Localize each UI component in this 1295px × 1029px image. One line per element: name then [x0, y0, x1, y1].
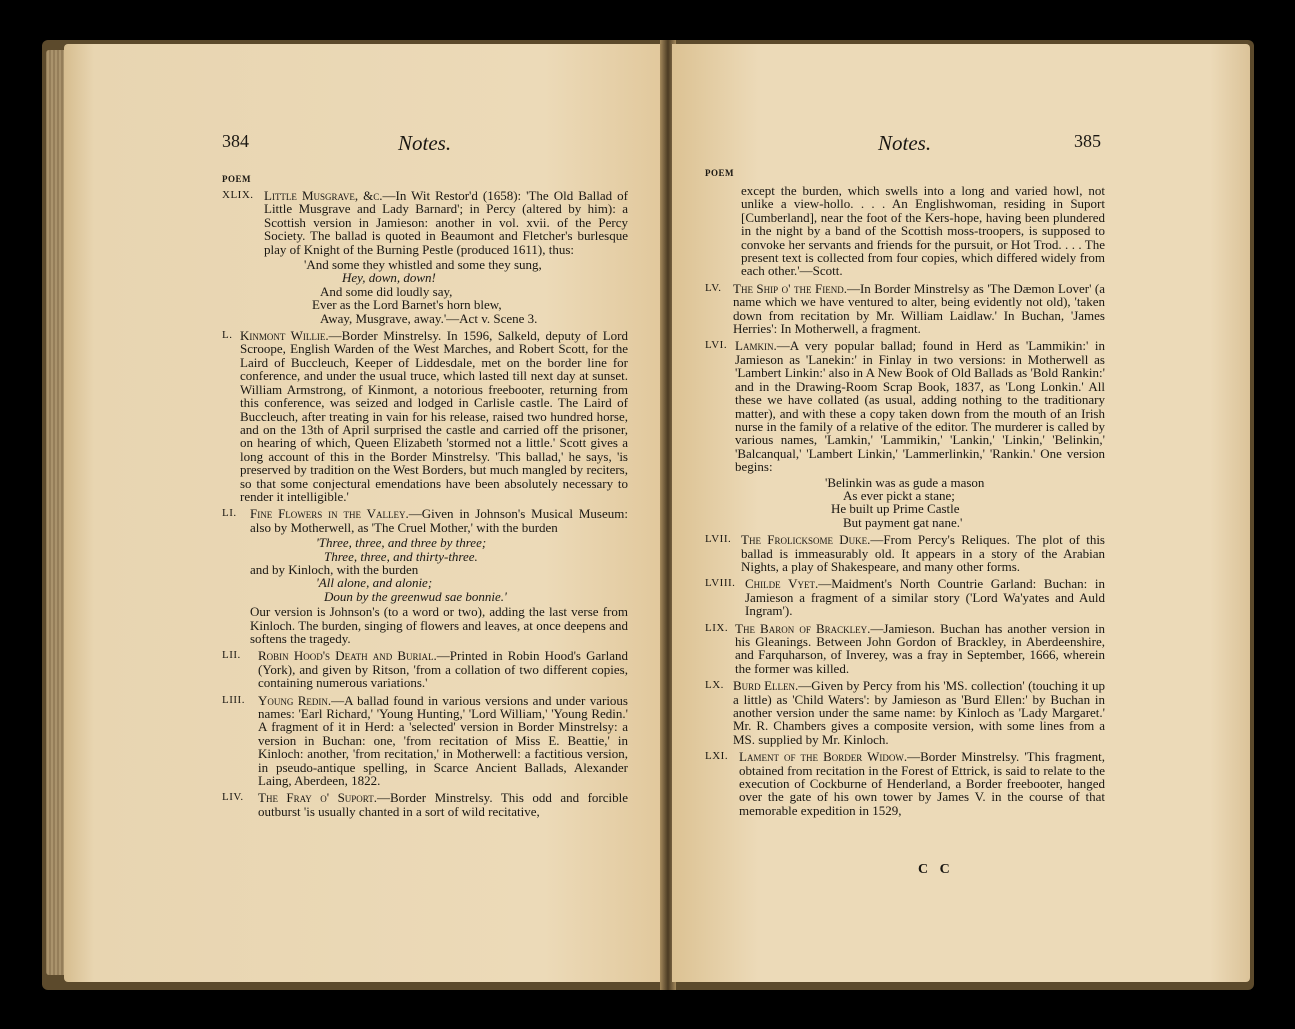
verse-quote — [250, 536, 628, 603]
verse-line: 'And some they whistled and some they sung, — [304, 257, 542, 273]
right-poem-header: POEM — [705, 168, 734, 178]
note-text: —Border Minstrelsy. 'This fragment, obtained from recitation in the Forest of Ettrick, is said to relate to the execution of Cockburne of Henderland, a Border freebooter, hanged over the gate of his own tower by James V. in the course of that memorable expedition in 1529, — [739, 749, 1105, 818]
verse-line: Hey, down, down! — [342, 270, 436, 286]
note-entry-lii — [222, 649, 628, 689]
left-poem-header: POEM — [222, 174, 251, 184]
note-text: except the burden, which swells into a long and varied howl, not unlike a view-hollo. . . . An Englishwoman, residing in Suport [Cumberland], near the foot of the Kers-hope, having been plundered in the night by a band of the Scottish moss-troopers, is supposed to convoke her servants and friends for the pursuit, or Hot Trod. . . . The present text is collected from four copies, which differed widely from each other.'—Scott. — [741, 183, 1105, 279]
verse-line: Doun by the greenwud sae bonnie.' — [324, 588, 507, 604]
verse-line: and by Kinloch, with the burden — [250, 561, 419, 577]
right-notes — [705, 184, 1105, 821]
open-book — [42, 40, 1254, 990]
note-title: Lament of the Border Widow. — [739, 749, 908, 765]
note-text-continued: Our version is Johnson's (to a word or two), adding the last verse from Kinloch. The burden, singing of flowers and leaves, at once deepens and softens the tragedy. — [250, 604, 628, 646]
verse-line: But payment gat nane.' — [843, 514, 963, 530]
note-text: —In Wit Restor'd (1658): 'The Old Ballad of Little Musgrave and Lady Barnard'; in Percy (altered by him): a Scottish version in Jamieson: another in vol. xvii. of the Percy Society. The ballad is quoted in Beaumont and Fletcher's burlesque play of Knight of the Burning Pestle (produced 1611), thus: — [264, 188, 629, 257]
note-entry-lxi — [705, 750, 1105, 817]
note-title: Fine Flowers in the Valley. — [250, 506, 409, 522]
note-title: The Ship o' the Fiend. — [733, 280, 847, 296]
right-page-number: 385 — [1074, 131, 1101, 151]
note-entry-lviii — [705, 577, 1105, 617]
note-text: —Maidment's North Countrie Garland: Buchan: in Jamieson a fragment of a similar story ('Lord Wa'yates and Auld Ingram'). — [745, 576, 1106, 619]
note-text: —Given in Johnson's Musical Museum: also by Motherwell, as 'The Cruel Mother,' with the burden — [250, 506, 628, 535]
left-page — [64, 44, 664, 982]
note-number: LV. — [705, 281, 722, 294]
note-entry-lv — [705, 282, 1105, 336]
verse-line: 'Three, three, and three by three; — [316, 535, 487, 551]
note-title: Young Redin. — [258, 692, 332, 708]
note-title: The Frolicksome Duke. — [741, 532, 871, 548]
note-number: XLIX. — [222, 189, 254, 201]
note-title: Burd Ellen. — [733, 678, 799, 694]
note-number: LIX. — [705, 621, 729, 634]
note-entry-lx — [705, 679, 1105, 746]
verse-line: Three, three, and thirty-three. — [324, 548, 478, 564]
verse-line: He built up Prime Castle — [831, 501, 960, 517]
note-number: LII. — [222, 649, 241, 662]
signature-mark: C C — [918, 862, 954, 877]
verse-line: And some did loudly say, — [320, 283, 453, 299]
note-number: LI. — [222, 507, 237, 520]
left-notes — [222, 189, 628, 822]
left-running-title: Notes. — [398, 131, 452, 155]
note-number: LVIII. — [705, 577, 736, 590]
note-title: The Baron of Brackley. — [735, 620, 871, 636]
note-number: LVII. — [705, 533, 732, 546]
note-text: —Jamieson. Buchan has another version in his Gleanings. Between John Gordon of Brackley, in Aberdeenshire, and Farquharson, of Inverey, was a fray in September, 1666, wherein the former was killed. — [735, 620, 1105, 676]
note-number: LXI. — [705, 750, 729, 763]
note-title: The Fray o' Suport. — [258, 790, 378, 806]
note-number: LIV. — [222, 791, 244, 804]
note-entry-li — [222, 507, 628, 645]
note-title: Robin Hood's Death and Burial. — [258, 648, 437, 664]
note-entry-l — [222, 329, 628, 503]
note-title: Childe Vyet. — [745, 576, 819, 592]
note-text: —In Border Minstrelsy as 'The Dæmon Lover' (a name which we have ventured to alter, being evidently not old), 'taken down from recitation by Mr. William Laidlaw.' In Buchan, 'James Herries': In Motherwell, a fragment. — [733, 280, 1106, 337]
note-text: —Border Minstrelsy. In 1596, Salkeld, deputy of Lord Scroope, English Warden of the West Marches, and Robert Scott, for the Laird of Buccleuch, Keeper of Liddesdale, met on the border line for conference, and under the usual truce, which lasted till next day at sunset. William Armstrong, of Kinmont, a notorious freebooter, returning from this conference, was seized and lodged in Carlisle castle. The Laird of Buccleuch, after treating in vain for his release, raised two hundred horse, and on the 13th of April surprised the castle and carried off the prisoner, on hearing of which, Queen Elizabeth 'stormed not a little.' Scott gives a long account of this in the Border Minstrelsy. 'This ballad,' he says, 'is preserved by tradition on the West Borders, but much mangled by reciters, so that some conjectural emendations have been absolutely necessary to render it intelligible.' — [240, 328, 629, 504]
verse-line: 'All alone, and alonie; — [316, 575, 433, 591]
note-entry-lvi — [705, 339, 1105, 529]
note-text: —A ballad found in various versions and under various names: 'Earl Richard,' 'Young Hunting,' 'Lord William,' 'Young Redin.' A fragment of it in Herd: a 'selected' version in Border Minstrelsy: a version in Buchan: one, 'from recitation of Miss E. Beattie,' in Kinloch: another, 'from recitation,' in Motherwell: a factitious version, in pseudo-antique spelling, in Scarce Ancient Ballads, Alexander Laing, Aberdeen, 1822. — [258, 692, 628, 789]
note-entry-liii — [222, 694, 628, 788]
note-title: Little Musgrave, &c. — [264, 188, 383, 203]
note-title: Kinmont Willie. — [240, 328, 329, 344]
note-entry-lvii — [705, 533, 1105, 573]
verse-line: Away, Musgrave, away.'—Act v. Scene 3. — [320, 310, 538, 326]
note-text: —Printed in Robin Hood's Garland (York), and given by Ritson, 'from a collation of two different copies, containing numerous variations.' — [258, 648, 628, 691]
right-page — [672, 44, 1250, 982]
note-title: Lamkin. — [735, 338, 777, 354]
left-page-number: 384 — [222, 131, 249, 151]
page-edges — [46, 50, 64, 975]
verse-line: Ever as the Lord Barnet's horn blew, — [312, 297, 502, 313]
right-running-title: Notes. — [878, 131, 932, 155]
verse-line: 'Belinkin was as gude a mason — [825, 474, 985, 490]
verse-line: As ever pickt a stane; — [843, 487, 955, 503]
note-entry-xlix — [222, 189, 628, 325]
note-text: —Border Minstrelsy. This odd and forcible outburst 'is usually chanted in a sort of wild recitative, — [258, 790, 628, 819]
note-number: LVI. — [705, 339, 728, 352]
note-text: —From Percy's Reliques. The plot of this ballad is immeasurably old. It appears in a story of the Arabian Nights, a play of Shakespeare, and many other forms. — [741, 532, 1105, 574]
note-number: LIII. — [222, 693, 245, 706]
note-number: L. — [222, 329, 233, 342]
note-entry-lix — [705, 622, 1105, 676]
verse-quote — [304, 258, 628, 325]
note-text: —Given by Percy from his 'MS. collection' (touching it up a little) as 'Child Waters': by Jamieson as 'Burd Ellen:' by Buchan in another version under the same name: by Kinloch as 'Lady Margaret.' Mr. R. Chambers gives a composite version, with some lines from a MS. supplied by Mr. Kinloch. — [733, 678, 1106, 747]
note-entry-liv — [222, 791, 628, 818]
note-text: —A very popular ballad; found in Herd as 'Lammikin:' in Jamieson as 'Lanekin:' in Finlay in two versions: in Motherwell as 'Lambert Linkin:' also in A New Book of Old Ballads as 'Bold Rankin:' and in the Drawing-Room Scrap Book, 1837, as 'Long Lonkin.' All these we have collated (as usual, adding nothing to the traditionary matter), and with these a copy taken down from the mouth of an Irish nurse in the family of a relative of the editor. The murderer is called by various names, 'Lamkin,' 'Lammikin,' 'Lankin,' 'Linkin,' 'Belinkin,' 'Balcanqual,' 'Lambert Linkin,' 'Lammerlinkin,' 'Rankin.' One version begins: — [735, 338, 1105, 475]
note-number: LX. — [705, 679, 724, 692]
note-continuation — [705, 184, 1105, 278]
verse-quote — [735, 476, 1105, 530]
